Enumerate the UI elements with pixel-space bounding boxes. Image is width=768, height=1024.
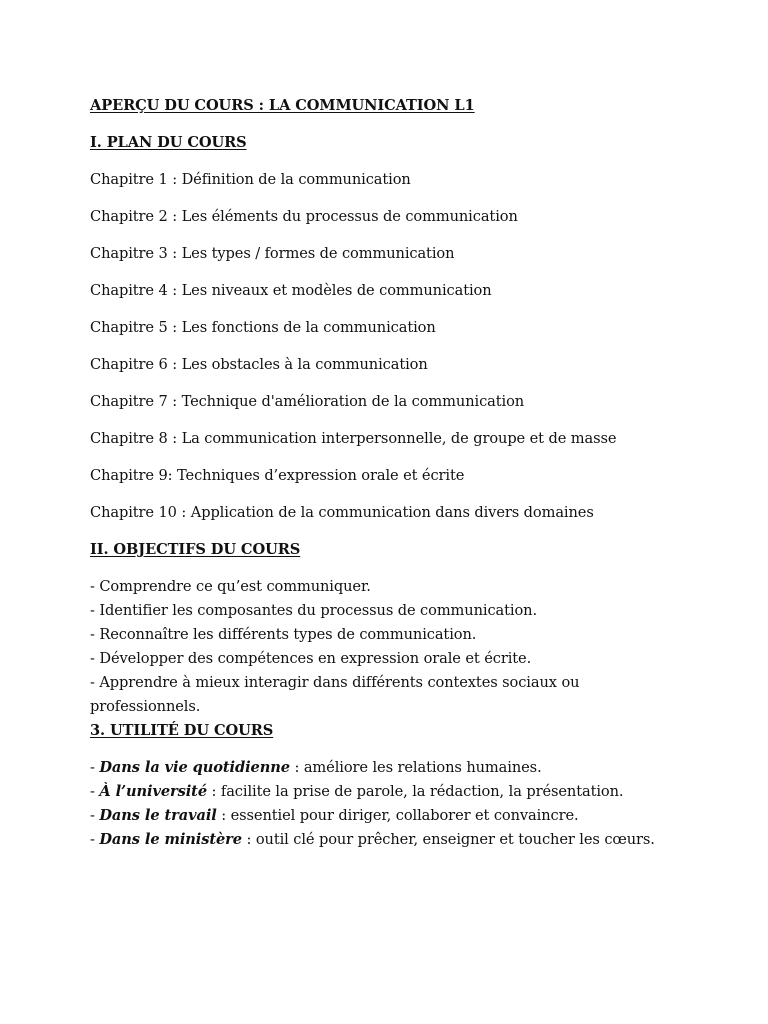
utilite-item xyxy=(90,780,690,804)
utilite-text: : outil clé pour prêcher, enseigner et toucher les cœurs. xyxy=(241,831,655,848)
utilite-context: À l’université xyxy=(99,783,208,800)
utilite-list xyxy=(90,756,690,852)
objectif-item: - Identifier les composantes du processus de communication. xyxy=(90,602,537,619)
bullet-dash: - xyxy=(90,831,100,848)
utilite-item xyxy=(90,756,690,780)
chapter-item: Chapitre 6 : Les obstacles à la communication xyxy=(90,356,428,373)
chapter-item: Chapitre 5 : Les fonctions de la communication xyxy=(90,319,436,336)
objectif-item: - Comprendre ce qu’est communiquer. xyxy=(90,578,371,595)
bullet-dash: - xyxy=(90,759,100,776)
utilite-context: Dans le travail xyxy=(99,807,217,824)
document-content xyxy=(90,94,690,852)
objectif-item: - Reconnaître les différents types de communication. xyxy=(90,626,477,643)
objectif-item: - Développer des compétences en expression orale et écrite. xyxy=(90,650,532,667)
objectif-item: - Apprendre à mieux interagir dans différents contextes sociaux ou xyxy=(90,674,580,691)
chapter-item: Chapitre 3 : Les types / formes de communication xyxy=(90,245,455,262)
bullet-dash: - xyxy=(90,807,100,824)
utilite-context: Dans la vie quotidienne xyxy=(99,759,290,776)
chapter-item: Chapitre 1 : Définition de la communication xyxy=(90,171,411,188)
utilite-heading: 3. UTILITÉ DU COURS xyxy=(90,722,274,739)
utilite-text: : facilite la prise de parole, la rédaction, la présentation. xyxy=(207,783,624,800)
objectifs-list xyxy=(90,575,690,719)
document-title: APERÇU DU COURS : LA COMMUNICATION L1 xyxy=(90,97,475,114)
chapter-item: Chapitre 7 : Technique d'amélioration de la communication xyxy=(90,393,525,410)
chapter-item: Chapitre 2 : Les éléments du processus de communication xyxy=(90,208,518,225)
utilite-text: : essentiel pour diriger, collaborer et convaincre. xyxy=(216,807,579,824)
chapter-item: Chapitre 8 : La communication interpersonnelle, de groupe et de masse xyxy=(90,430,617,447)
chapter-item: Chapitre 9: Techniques d’expression orale et écrite xyxy=(90,467,465,484)
utilite-item xyxy=(90,828,690,852)
objectif-item-continuation: professionnels. xyxy=(90,698,201,715)
utilite-text: : améliore les relations humaines. xyxy=(289,759,542,776)
bullet-dash: - xyxy=(90,783,100,800)
objectifs-heading: II. OBJECTIFS DU COURS xyxy=(90,541,301,558)
chapter-item: Chapitre 10 : Application de la communication dans divers domaines xyxy=(90,504,594,521)
chapter-item: Chapitre 4 : Les niveaux et modèles de communication xyxy=(90,282,492,299)
utilite-context: Dans le ministère xyxy=(99,831,242,848)
utilite-item xyxy=(90,804,690,828)
plan-heading: I. PLAN DU COURS xyxy=(90,134,247,151)
